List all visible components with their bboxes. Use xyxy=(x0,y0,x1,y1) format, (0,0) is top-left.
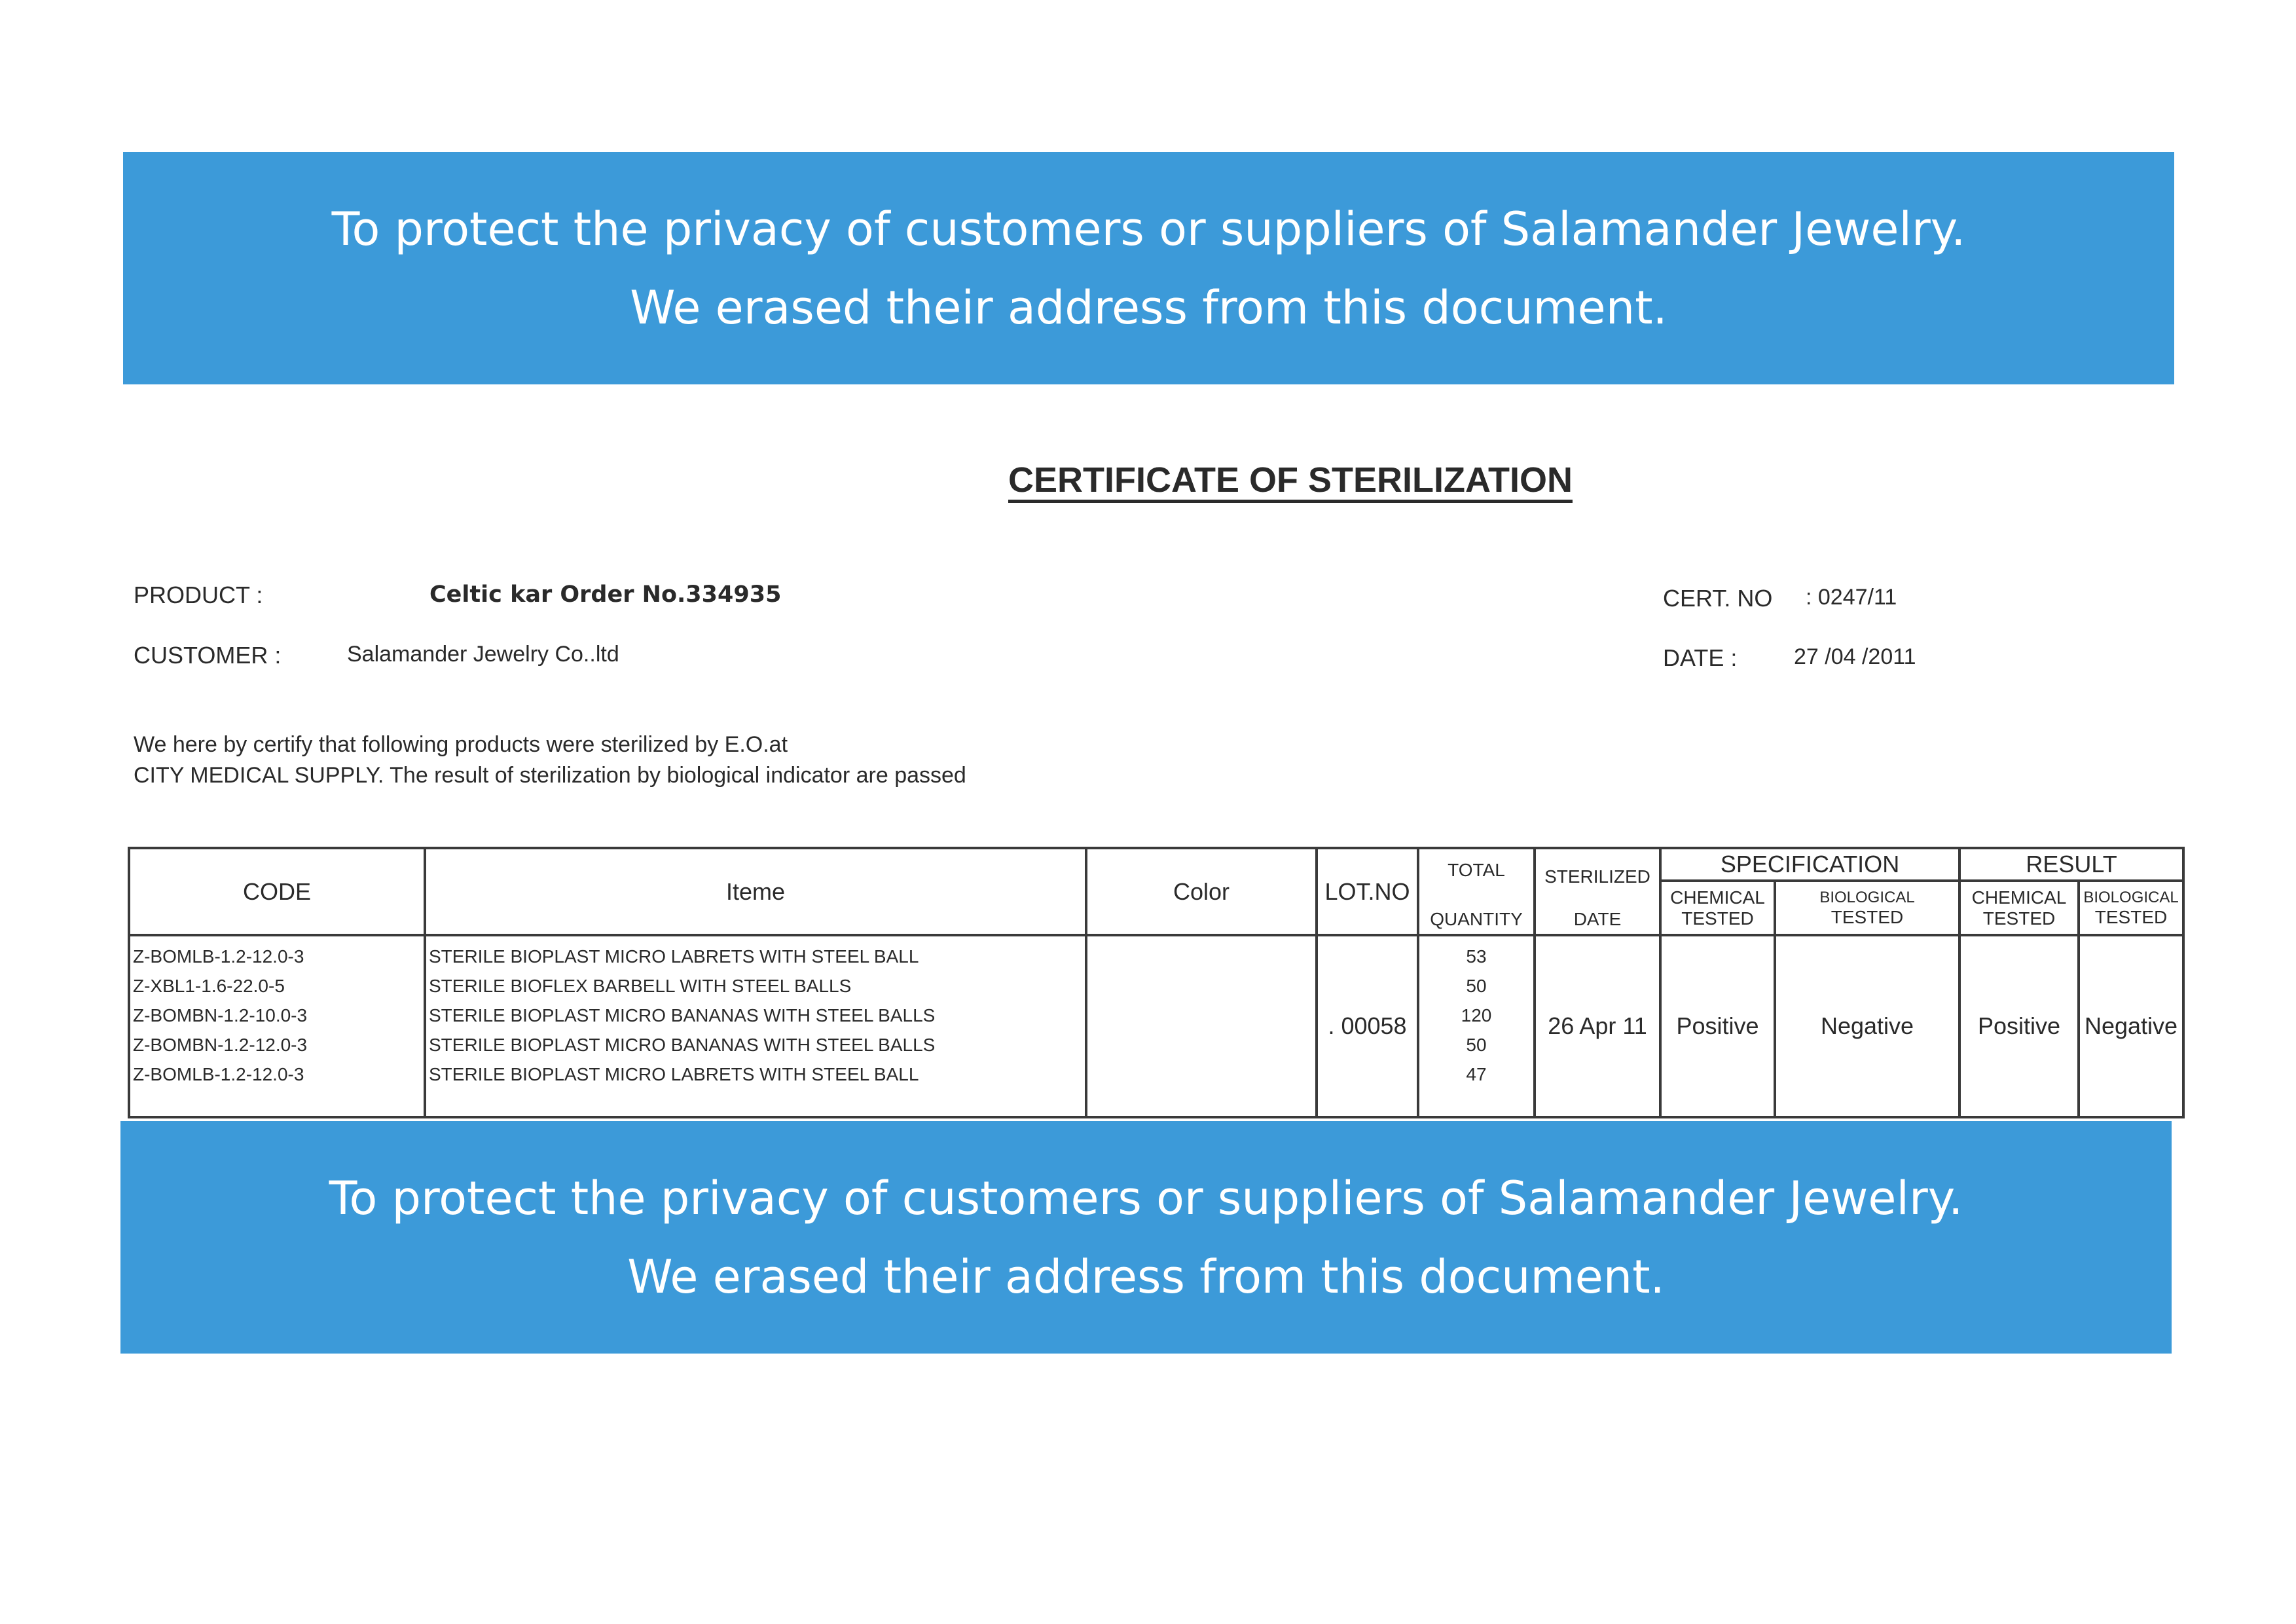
sterilization-table xyxy=(128,847,2185,1118)
result-biological-cell: Negative xyxy=(2079,935,2183,1117)
privacy-banner-line: To protect the privacy of customers or suppliers of Salamander Jewelry. xyxy=(331,202,1966,256)
col-header-item: Iteme xyxy=(425,848,1086,935)
spec-biological-header xyxy=(1775,881,1959,935)
lot-no-cell: . 00058 xyxy=(1317,935,1418,1117)
privacy-banner-top xyxy=(123,152,2174,384)
certification-statement xyxy=(134,729,966,791)
statement-line: We here by certify that following products were sterilized by E.O.at xyxy=(134,732,788,757)
code-cell: Z-XBL1-1.6-22.0-5 xyxy=(133,976,285,997)
col-header-result: RESULT xyxy=(1959,848,2183,881)
result-chemical-header xyxy=(1959,881,2079,935)
sterilized-date-cell: 26 Apr 11 xyxy=(1535,935,1660,1117)
chemical-header-top: CHEMICAL xyxy=(1971,887,2067,908)
color-cell xyxy=(1086,935,1317,1117)
quantity-cell: 50 xyxy=(1466,976,1487,997)
quantity-cell: 120 xyxy=(1461,1005,1492,1026)
col-header-total-quantity xyxy=(1418,848,1535,935)
biological-header-bottom: TESTED xyxy=(1831,906,1904,927)
col-header-code: CODE xyxy=(129,848,425,935)
result-chemical-cell: Positive xyxy=(1959,935,2079,1117)
chemical-header-bottom: TESTED xyxy=(1681,908,1754,929)
item-list xyxy=(425,935,1086,1117)
col-header-color: Color xyxy=(1086,848,1317,935)
code-cell: Z-BOMBN-1.2-12.0-3 xyxy=(133,1035,308,1056)
customer-label: CUSTOMER : xyxy=(134,642,282,669)
cert-no-label: CERT. NO xyxy=(1663,585,1773,612)
item-cell: STERILE BIOFLEX BARBELL WITH STEEL BALLS xyxy=(429,976,852,997)
quantity-cell: 53 xyxy=(1466,946,1487,967)
code-cell: Z-BOMLB-1.2-12.0-3 xyxy=(133,1064,304,1085)
col-header-specification: SPECIFICATION xyxy=(1660,848,1959,881)
result-biological-header xyxy=(2079,881,2183,935)
spec-chemical-header xyxy=(1660,881,1775,935)
col-header-lot-no: LOT.NO xyxy=(1317,848,1418,935)
cert-no-value: : 0247/11 xyxy=(1806,585,1897,610)
privacy-banner-line: We erased their address from this document. xyxy=(627,1249,1665,1304)
product-value: Celtic kar Order No.334935 xyxy=(429,581,782,608)
item-cell: STERILE BIOPLAST MICRO LABRETS WITH STEEL BALL xyxy=(429,1064,919,1085)
chemical-header-top: CHEMICAL xyxy=(1670,887,1765,908)
date-label: DATE : xyxy=(1663,644,1738,671)
spec-chemical-cell: Positive xyxy=(1660,935,1775,1117)
code-cell: Z-BOMLB-1.2-12.0-3 xyxy=(133,946,304,967)
privacy-banner-line: We erased their address from this document. xyxy=(630,280,1667,335)
biological-header-bottom: TESTED xyxy=(2094,906,2168,927)
item-cell: STERILE BIOPLAST MICRO LABRETS WITH STEEL BALL xyxy=(429,946,919,967)
privacy-banner-line: To protect the privacy of customers or suppliers of Salamander Jewelry. xyxy=(329,1171,1963,1225)
biological-header-top: BIOLOGICAL xyxy=(1819,888,1915,906)
date-value: 27 /04 /2011 xyxy=(1794,644,1916,669)
biological-header-top: BIOLOGICAL xyxy=(2083,888,2179,906)
quantity-cell: 47 xyxy=(1466,1064,1487,1085)
product-label: PRODUCT : xyxy=(134,581,263,608)
item-cell: STERILE BIOPLAST MICRO BANANAS WITH STEEL BALLS xyxy=(429,1005,936,1026)
privacy-banner-bottom xyxy=(120,1121,2172,1354)
code-list xyxy=(129,935,425,1117)
document-title: CERTIFICATE OF STERILIZATION xyxy=(1008,460,1573,500)
quantity-list xyxy=(1418,935,1535,1117)
code-cell: Z-BOMBN-1.2-10.0-3 xyxy=(133,1005,308,1026)
customer-value: Salamander Jewelry Co..ltd xyxy=(347,642,619,667)
col-header-sterilized-date xyxy=(1535,848,1660,935)
sterilized-header-top: STERILIZED xyxy=(1544,866,1650,887)
spec-biological-cell: Negative xyxy=(1775,935,1959,1117)
sterilized-header-bottom: DATE xyxy=(1573,909,1622,930)
total-header-top: TOTAL xyxy=(1448,860,1505,880)
total-header-bottom: QUANTITY xyxy=(1430,909,1523,930)
quantity-cell: 50 xyxy=(1466,1035,1487,1056)
statement-line: CITY MEDICAL SUPPLY. The result of sterilization by biological indicator are passed xyxy=(134,763,966,788)
item-cell: STERILE BIOPLAST MICRO BANANAS WITH STEEL BALLS xyxy=(429,1035,936,1056)
chemical-header-bottom: TESTED xyxy=(1982,908,2056,929)
